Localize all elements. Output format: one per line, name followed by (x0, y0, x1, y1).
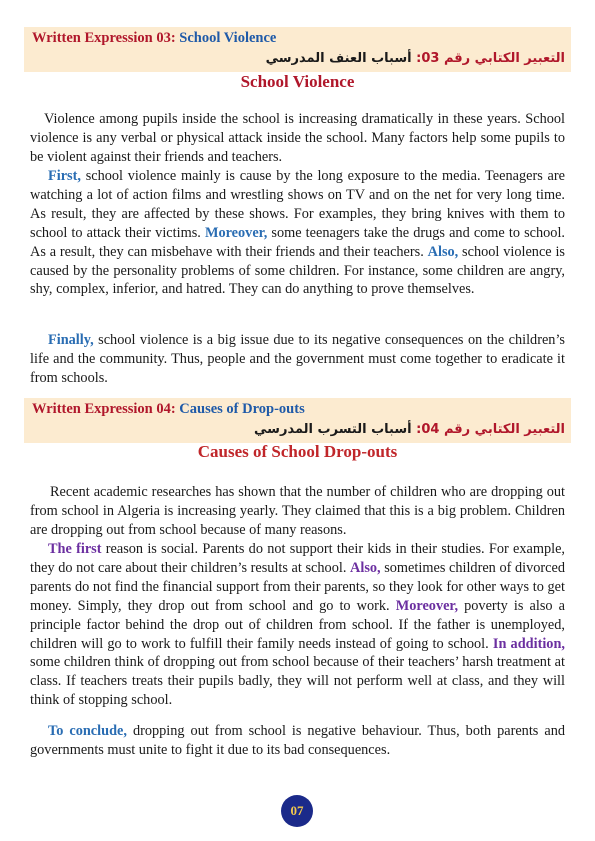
page-number: 07 (290, 803, 304, 818)
transition-word: Also, (427, 243, 459, 260)
arabic-title (254, 422, 565, 437)
section-topic: School Violence (179, 30, 277, 46)
essay-paragraph: First, school violence mainly is cause by the long exposure to the media. Teenagers are watching a lot of action films and wrestling shows on TV and on the net for very long time. As result, they are affected by these shows. For examples, they bring knives with them to school to attack their victims. Moreover, some teenagers take the drugs and come to school. As a result, they can misbehave with their friends and their teachers. Also, school violence is caused by the personality problems of some children. For instance, some children are angry, shy, complex, inferior, and hatred. They can do anything to prove themselves. (30, 168, 565, 298)
section-title (32, 30, 276, 47)
arabic-label: التعبير الكتابي رقم 04: (416, 422, 565, 437)
essay-paragraph: The first reason is social. Parents do not support their kids in their studies. For example, they do not care about their children’s results at school. Also, sometimes children of divorced parents do not find the financial support from their parents, so they look for other ways to get money. Simply, they drop out from school and go to work. Moreover, poverty is also a principle factor behind the drop out of children from school. If the father is unemployed, children will go to work to fulfill their family needs instead of going to school. In addition, some children think of dropping out from school because of their teachers’ harsh treatment at class. If teachers treats their pupils badly, they will not perform well at class, and they will think of stopping school. (30, 541, 565, 709)
transition-word: Moreover, (204, 224, 268, 241)
section-title (32, 401, 305, 418)
transition-word: To conclude, (48, 723, 127, 739)
section-header-band (24, 27, 571, 72)
essay-paragraph: To conclude, dropping out from school is negative behaviour. Thus, both parents and governments must unite to fight it due to its bad consequences. (30, 723, 565, 758)
essay-heading: School Violence (240, 72, 355, 91)
section-label: Written Expression 03: (32, 30, 176, 46)
transition-word: Finally, (48, 332, 94, 348)
page-number-badge (281, 795, 313, 827)
arabic-topic: أسباب التسرب المدرسي (254, 422, 412, 437)
essay-heading: Causes of School Drop-outs (197, 442, 398, 461)
arabic-topic: أسباب العنف المدرسي (265, 51, 412, 66)
section-topic: Causes of Drop-outs (179, 401, 305, 417)
essay-paragraph: Finally, school violence is a big issue due to its negative consequences on the children’s life and the community. Thus, people and the government must come together to eradicate it from schools. (30, 332, 565, 386)
transition-word: The first (48, 541, 102, 557)
section-header-band (24, 398, 571, 443)
transition-word: Moreover, (395, 597, 459, 614)
essay-paragraph: Recent academic researches has shown that the number of children who are dropping out from school in Algeria is increasing yearly. They claimed that this is a big problem. Children are dropping out from school because of many reasons. (30, 484, 565, 538)
essay-paragraph: Violence among pupils inside the school is increasing dramatically in these years. School violence is any verbal or physical attack inside the school. Many factors help some pupils to be violent against their friends and teachers. (30, 111, 565, 165)
arabic-label: التعبير الكتابي رقم 03: (416, 51, 565, 66)
section-label: Written Expression 04: (32, 401, 176, 417)
transition-word: First, (48, 168, 81, 184)
transition-word: Also, (350, 559, 381, 576)
arabic-title (266, 51, 565, 66)
transition-word: In addition, (492, 635, 565, 652)
